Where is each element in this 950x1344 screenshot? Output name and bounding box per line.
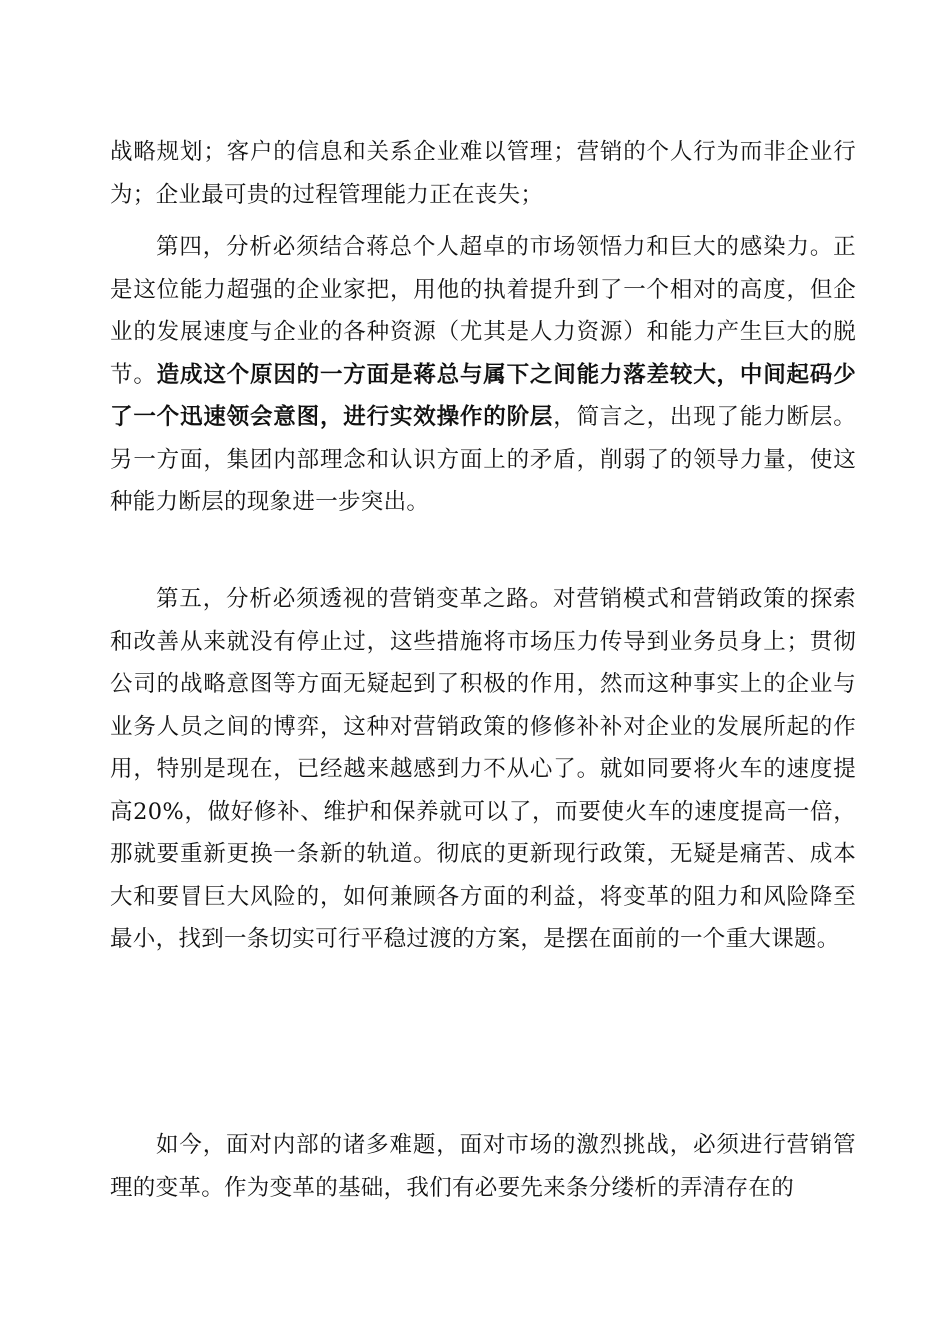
paragraph-fifth: 第五，分析必须透视的营销变革之路。对营销模式和营销政策的探索和改善从来就没有停止过，这些措施将市场压力传导到业务员身上；贯彻公司的战略意图等方面无疑起到了积极的作用，然而这种事实上的企业与业务人员之间的博弈，这种对营销政策的修修补补对企业的发展所起的作用，特别是现在，已经越来越感到力不从心了。就如同要将火车的速度提高20%，做好修补、维护和保养就可以了，而要使火车的速度提高一倍，那就要重新更换一条新的轨道。彻底的更新现行政策，无疑是痛苦、成本大和要冒巨大风险的，如何兼顾各方面的利益，将变革的阻力和风险降至最小，找到一条切实可行平稳过渡的方案，是摆在面前的一个重大课题。 bbox=[110, 586, 856, 952]
paragraph-final: 如今，面对内部的诸多难题，面对市场的激烈挑战，必须进行营销管理的变革。作为变革的基础，我们有必要先来条分缕析的弄清存在的 bbox=[110, 1132, 856, 1201]
paragraph-fourth bbox=[110, 226, 856, 524]
paragraph-fourth-text-end: ，简言之，出现了能力断层。另一方面，集团内部理念和认识方面上的矛盾，削弱了的领导力量，使这种能力断层的现象进一步突出。 bbox=[110, 404, 856, 515]
paragraph-fourth-text-start: 第四，分析必须结合蒋总个人超卓的市场领悟力和巨大的感染力。正是这位能力超强的企业家把，用他的执着提升到了一个相对的高度，但企业的发展速度与企业的各种资源（尤其是人力资源）和能力产生巨大的脱节。 bbox=[110, 234, 856, 388]
paragraph-continuation: 战略规划；客户的信息和关系企业难以管理；营销的个人行为而非企业行为；企业最可贵的过程管理能力正在丧失； bbox=[110, 139, 856, 208]
paragraph-fourth-bold-text: 造成这个原因的一方面是蒋总与属下之间能力落差较大，中间起码少了一个迅速领会意图，进行实效操作的阶层 bbox=[110, 361, 856, 430]
